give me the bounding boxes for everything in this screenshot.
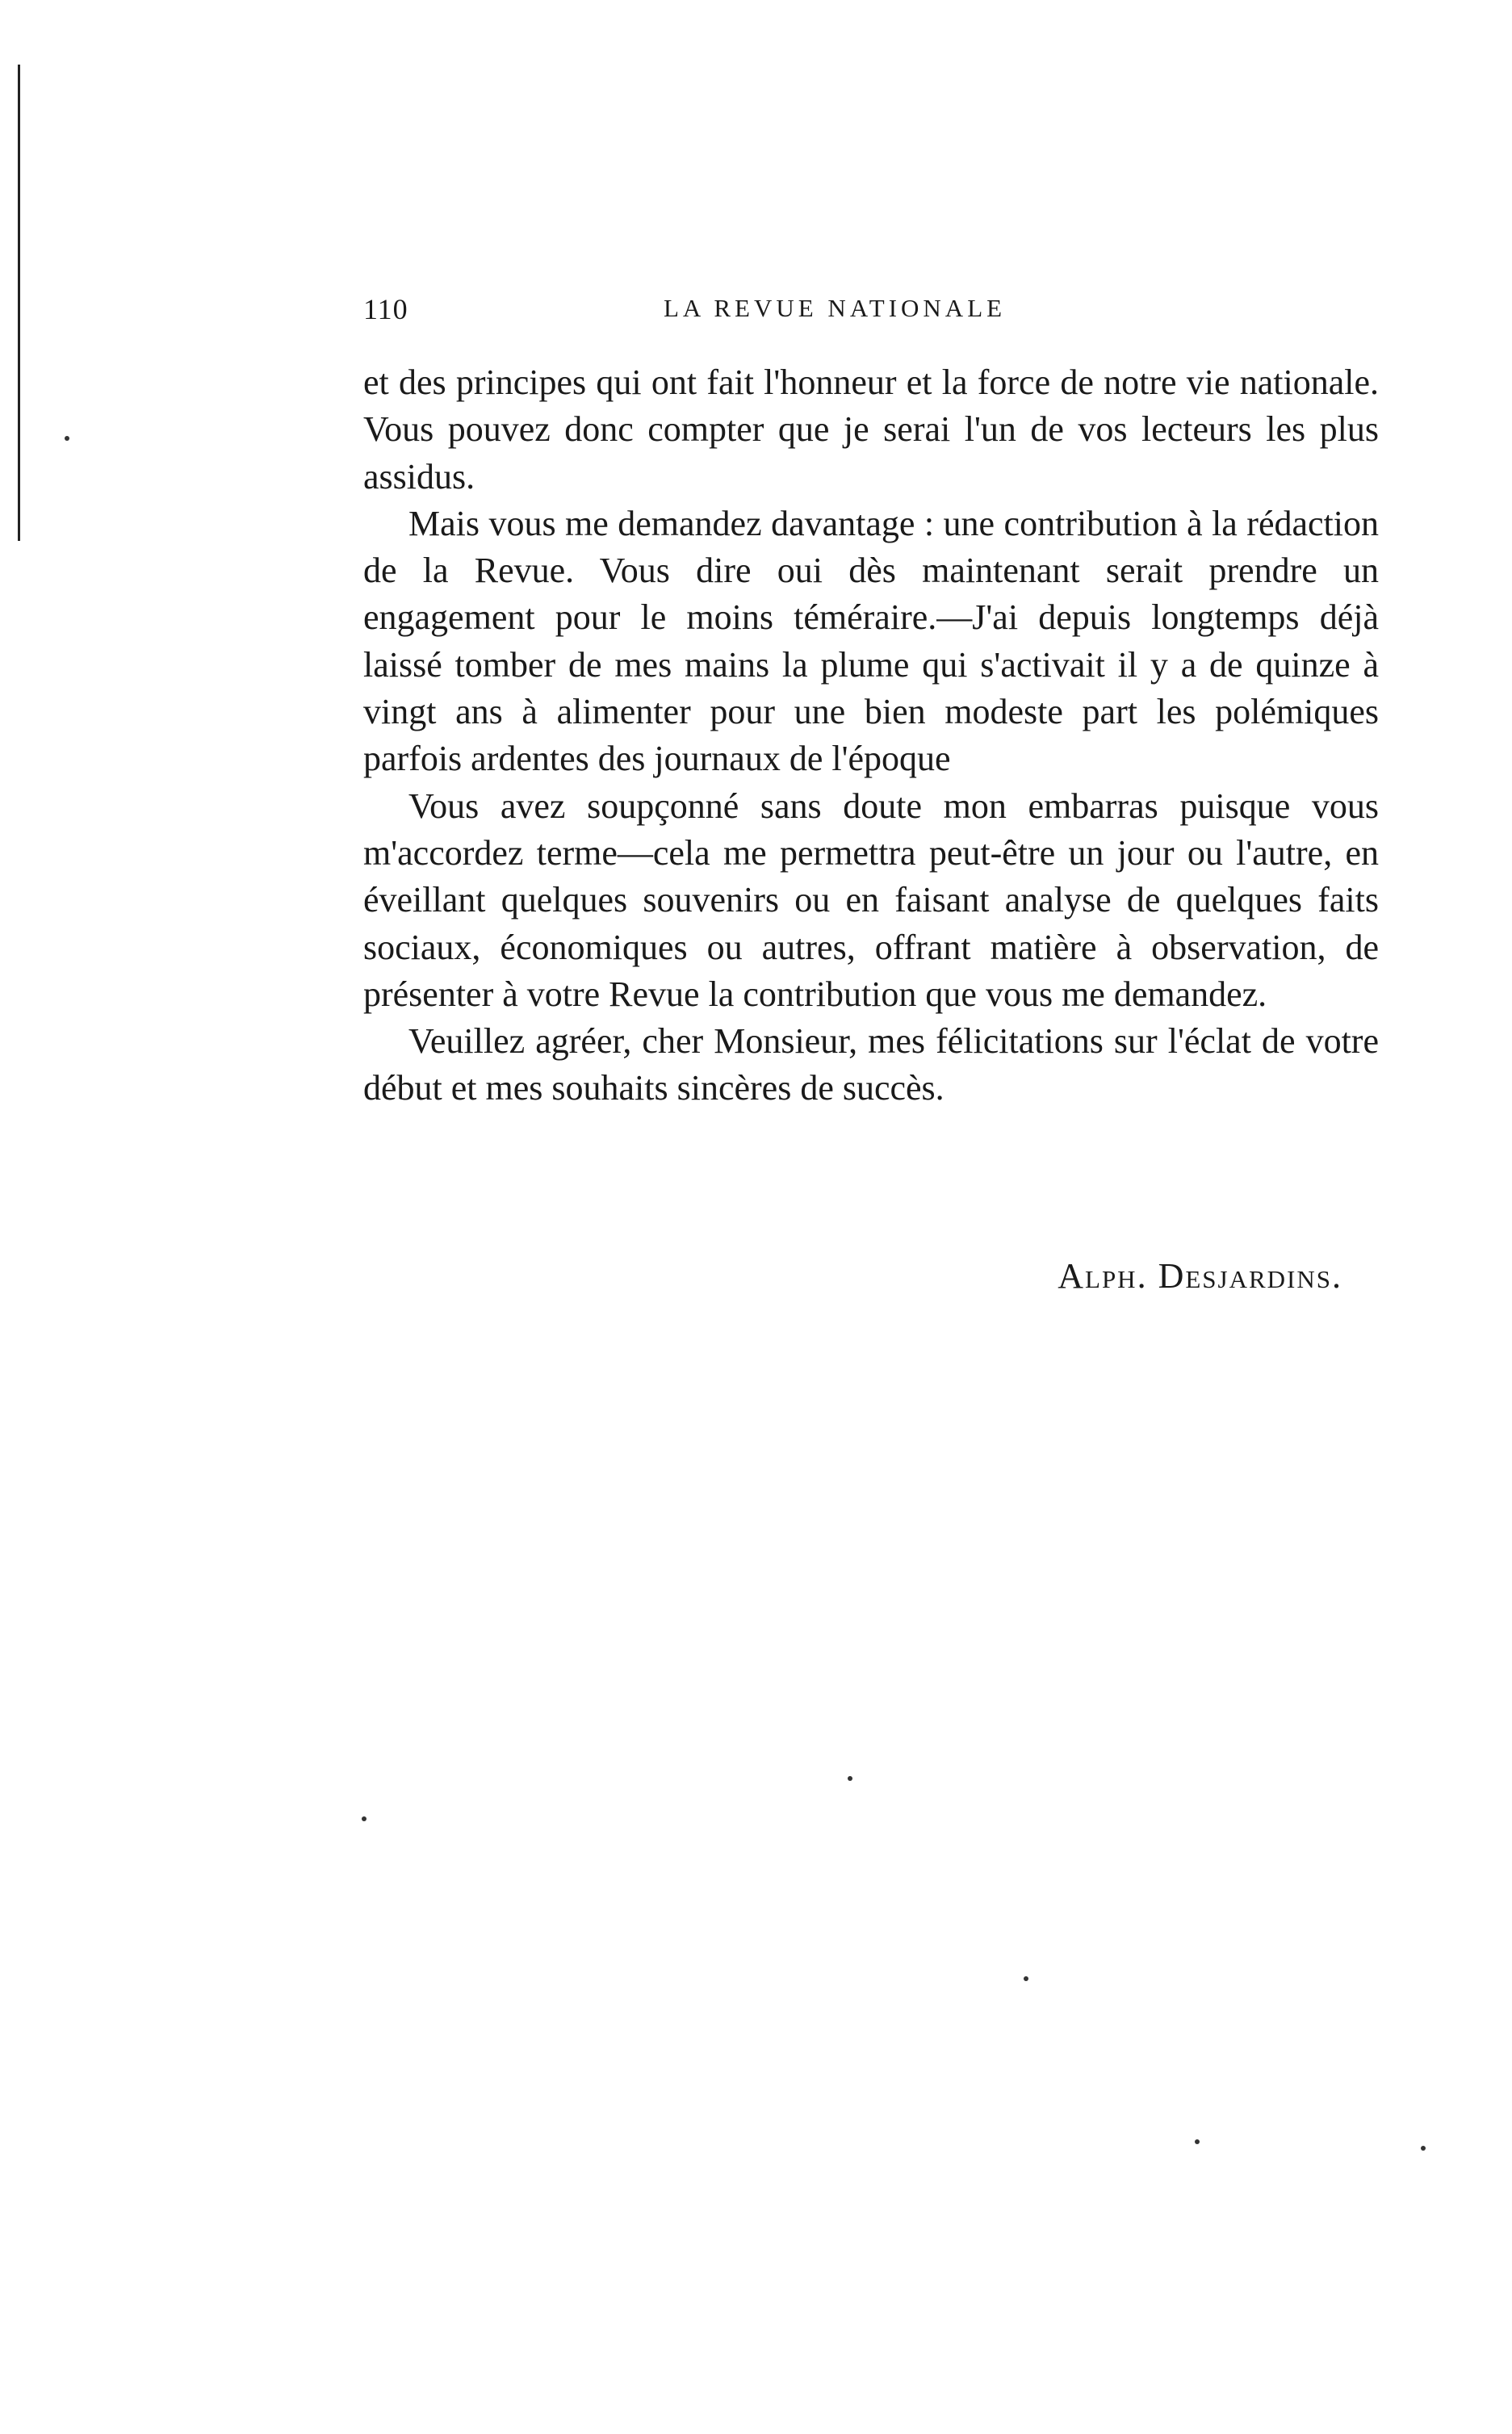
scan-edge-line [18, 65, 20, 541]
page-number: 110 [363, 293, 408, 325]
paragraph: Mais vous me demandez davantage : une contribution à la rédaction de la Revue. Vous dire oui dès maintenant serait prendre un engagement pour le moins téméraire.—J'ai depuis longtemps déjà laissé tomber de mes mains la plume qui s'activait il y a de quinze à vingt ans à alimenter pour une bien modeste part les polémiques parfois ardentes des journaux de l'époque [363, 503, 1379, 779]
scan-speck [848, 1776, 852, 1781]
scan-speck [65, 436, 69, 441]
scan-speck [1421, 2146, 1426, 2151]
running-head [363, 292, 1379, 333]
paragraph-continued: et des principes qui ont fait l'honneur et la force de notre vie nationale. Vous pouvez donc compter que je serai l'un de vos lecteurs les plus assidus. [363, 362, 1379, 496]
letter-body [363, 359, 1379, 1112]
paragraph: Vous avez soupçonné sans doute mon embarras puisque vous m'accordez terme—cela me permettra peut-être un jour ou l'autre, en éveillant quelques souvenirs ou en faisant analyse de quelques faits sociaux, économiques ou autres, offrant matière à observation, de présenter à votre Revue la contribution que vous me demandez. [363, 785, 1379, 1014]
scan-speck [1195, 2139, 1200, 2144]
signature: Alph. Desjardins. [1058, 1256, 1342, 1296]
journal-title: LA REVUE NATIONALE [664, 294, 1007, 322]
paragraph: Veuillez agréer, cher Monsieur, mes félicitations sur l'éclat de votre début et mes souhaits sincères de succès. [363, 1021, 1379, 1108]
scan-speck [1024, 1976, 1028, 1981]
scan-speck [362, 1816, 366, 1821]
